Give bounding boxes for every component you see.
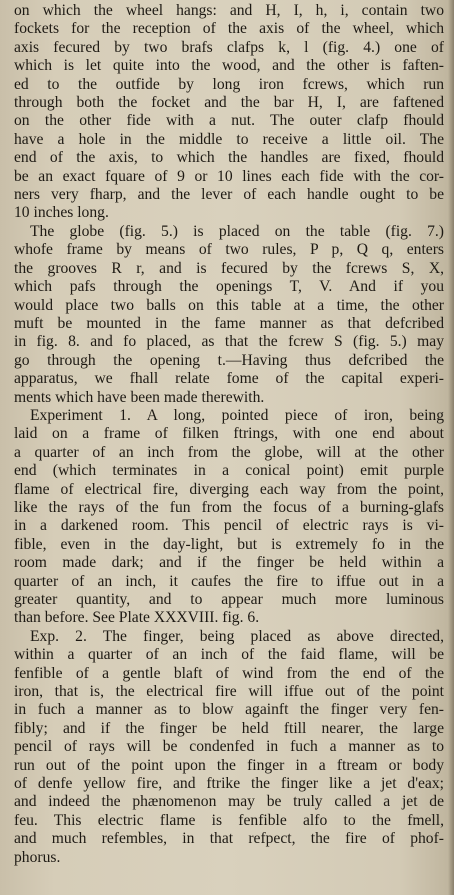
text-line: ners very fharp, and the lever of each handle ought to be [14,186,444,204]
text-line: within a quarter of an inch of the faid flame, will be [14,646,444,664]
text-line: of denfe yellow fire, and ftrike the finger like a jet d'eax; [14,775,444,793]
text-line: end of the axis, to which the handles are fixed, fhould [14,149,444,167]
text-line: go through the opening t.—Having thus defcribed the [14,351,444,369]
text-line: on the other fide with a nut. The outer clafp fhould [14,112,444,130]
text-line: fibly; and if the finger be held ftill nearer, the large [14,719,444,737]
text-line: ed to the outfide by long iron fcrews, which run [14,75,444,93]
text-line: which is let quite into the wood, and the other is faften- [14,57,444,75]
text-line: phorus. [14,848,61,866]
text-line: through both the focket and the bar H, I, are faftened [14,94,444,112]
text-line: be an exact fquare of 9 or 10 lines each fide with the cor- [14,167,444,185]
text-line: than before. See Plate XXXVIII. fig. 6. [14,609,260,627]
text-line: in fuch a manner as to blow againft the finger very fen- [14,701,444,719]
text-line: a quarter of an inch from the globe, will at the other [14,443,444,461]
text-line: in a darkened room. This pencil of electric rays is vi- [14,517,444,535]
text-line: the grooves R r, and is fecured by the fcrews S, X, [14,259,444,277]
text-line: end (which terminates in a conical point) emit purple [14,462,444,480]
text-line: would place two balls on this table at a time, the other [14,296,444,314]
text-line: have a hole in the middle to receive a little oil. The [14,130,444,148]
text-line: run out of the point upon the finger in a ftream or body [14,756,444,774]
text-line: fockets for the reception of the axis of the wheel, which [14,20,444,38]
text-line: like the rays of the fun from the focus of a burning-glafs [14,498,444,516]
text-line: whofe frame by means of two rules, P p, Q q, enters [14,241,444,259]
text-line: fible, even in the day-light, but is extremely fo in the [14,535,444,553]
text-line: quarter of an inch, it caufes the fire to iffue out in a [14,572,444,590]
text-line: 10 inches long. [14,204,109,222]
text-line: flame of electrical fire, diverging each way from the point, [14,480,444,498]
text-line: which pafs through the openings T, V. And if you [14,278,444,296]
text-line: fenfible of a gentle blaft of wind from the end of the [14,664,444,682]
text-line: ments which have been made therewith. [14,388,265,406]
text-line: pencil of rays will be condenfed in fuch a manner as to [14,738,444,756]
text-line: muft be mounted in the fame manner as that defcribed [14,314,444,332]
text-line: Exp. 2. The finger, being placed as above directed, [30,627,444,645]
text-line: greater quantity, and to appear much more luminous [14,591,444,608]
text-line: and much refembles, in that refpect, the fire of phof- [14,830,444,848]
text-line: and indeed the phænomenon may be truly called a jet de [14,793,444,811]
text-line: on which the wheel hangs: and H, I, h, i, contain two [14,2,444,19]
text-line: Experiment 1. A long, pointed piece of iron, being [30,406,444,424]
text-line: The globe (fig. 5.) is placed on the table (fig. 7.) [30,222,444,240]
text-line: in fig. 8. and fo placed, as that the fcrew S (fig. 5.) may [14,333,444,351]
text-line: room made dark; and if the finger be held within a [14,554,444,572]
text-line: axis fecured by two brafs clafps k, l (fig. 4.) one of [14,38,444,56]
text-line: iron, that is, the electrical fire will iffue out of the point [14,683,444,701]
text-line: feu. This electric flame is fenfible alfo to the fmell, [14,811,444,829]
page-text [14,2,444,867]
text-line: apparatus, we fhall relate fome of the capital experi- [14,370,444,388]
text-line: laid on a frame of filken ftrings, with one end about [14,425,444,443]
page-edge-shadow [448,0,454,895]
